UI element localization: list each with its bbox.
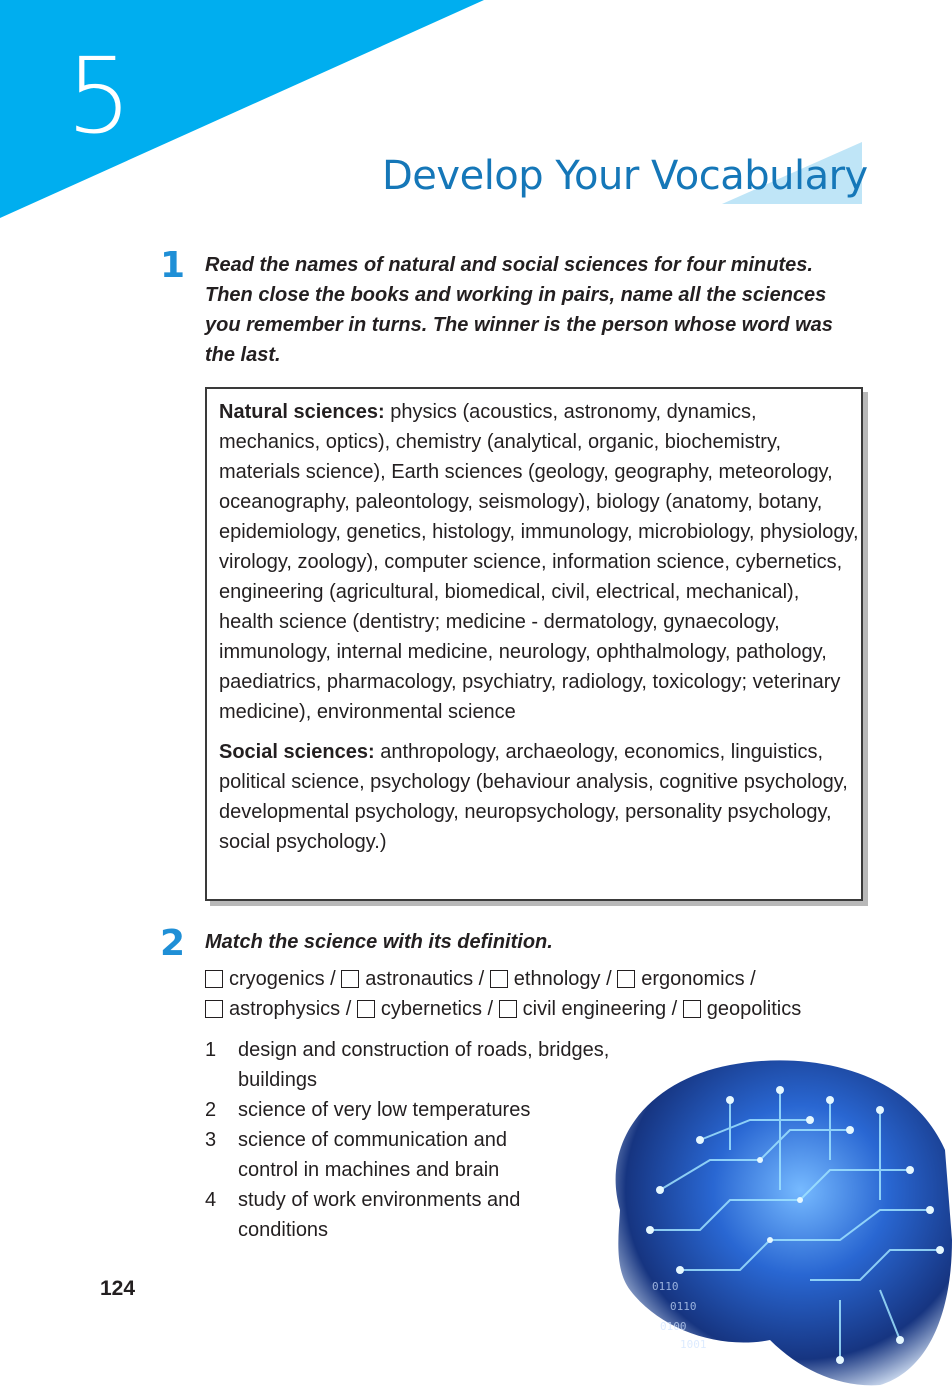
option-checkbox[interactable] (357, 1000, 375, 1018)
option-label: cryogenics / (229, 968, 336, 990)
definition-item (205, 1185, 645, 1245)
option-checkbox[interactable] (205, 970, 223, 988)
option-ethnology (490, 968, 612, 990)
option-checkbox[interactable] (499, 1000, 517, 1018)
option-label: civil engineering / (522, 998, 678, 1020)
option-ergonomics (617, 968, 756, 990)
page-number: 124 (100, 1277, 136, 1300)
definition-item (205, 1035, 645, 1095)
exercise-1-instruction: Read the names of natural and social sciences for four minutes. Then close the books and working in pairs, name all the sciences you remember in turns. The winner is the person whose word was the last. (205, 254, 833, 366)
option-label: astrophysics / (229, 998, 352, 1020)
binary-text: 1001 (680, 1338, 707, 1351)
social-sciences-text: anthropology, archaeology, economics, linguistics, political science, psychology (behaviour analysis, cognitive psychology, developmental psychology, neuropsychology, personality psychology, social psychology.) (219, 741, 848, 853)
option-label: astronautics / (365, 968, 485, 990)
definition-text: design and construction of roads, bridges, buildings (238, 1039, 610, 1091)
option-checkbox[interactable] (205, 1000, 223, 1018)
exercise-2-instruction: Match the science with its definition. (205, 931, 553, 953)
options-row (205, 964, 885, 994)
option-label: ethnology / (513, 968, 612, 990)
definition-item (205, 1125, 645, 1185)
binary-text: 0110 (652, 1280, 679, 1293)
option-label: ergonomics / (641, 968, 756, 990)
binary-text: 0100 (660, 1320, 687, 1333)
definition-number: 3 (205, 1129, 217, 1151)
science-options (205, 964, 885, 1024)
option-label: cybernetics / (380, 998, 494, 1020)
option-checkbox[interactable] (683, 1000, 701, 1018)
option-cryogenics (205, 968, 336, 990)
definition-number: 4 (205, 1189, 217, 1211)
option-geopolitics (683, 998, 802, 1020)
option-label: geopolitics (706, 998, 802, 1020)
definitions-list (205, 1035, 645, 1245)
exercise-2-number: 2 (160, 923, 186, 964)
option-checkbox[interactable] (490, 970, 508, 988)
definition-text: science of very low temperatures (238, 1099, 531, 1121)
option-civil-engineering (499, 998, 678, 1020)
sciences-box (205, 387, 863, 901)
definition-item (205, 1095, 645, 1125)
natural-sciences-paragraph (219, 397, 859, 727)
option-astrophysics (205, 998, 351, 1020)
social-sciences-label: Social sciences: (219, 741, 375, 763)
binary-text: 0110 (670, 1300, 697, 1313)
natural-sciences-text: physics (acoustics, astronomy, dynamics, mechanics, optics), chemistry (analytical, organic, biochemistry, materials science), Earth sciences (geology, geography, meteorology, oceanography, paleontology, seismology), biology (anatomy, botany, epidemiology, genetics, histology, immunology, microbiology, physiology, virology, zoology), computer science, information science, cybernetics, engineering (agricultural, biomedical, civil, electrical, mechanical), health science (dentistry; medicine - dermatology, gynaecology, immunology, internal medicine, neurology, ophthalmology, pathology, paediatrics, pharmacology, psychiatry, radiology, toxicology; veterinary medicine), environmental science (219, 401, 859, 723)
option-astronautics (341, 968, 484, 990)
exercise-1-number: 1 (160, 245, 186, 286)
definition-number: 2 (205, 1099, 217, 1121)
unit-number: 5 (66, 35, 133, 157)
definition-text: science of communication and control in machines and brain (238, 1129, 508, 1181)
definition-number: 1 (205, 1039, 217, 1061)
natural-sciences-label: Natural sciences: (219, 401, 385, 423)
option-checkbox[interactable] (617, 970, 635, 988)
option-cybernetics (357, 998, 493, 1020)
definition-text: study of work environments and conditions (238, 1189, 521, 1241)
options-row (205, 994, 885, 1024)
option-checkbox[interactable] (341, 970, 359, 988)
page-title: Develop Your Vocabulary (382, 153, 868, 199)
social-sciences-paragraph (219, 737, 859, 857)
